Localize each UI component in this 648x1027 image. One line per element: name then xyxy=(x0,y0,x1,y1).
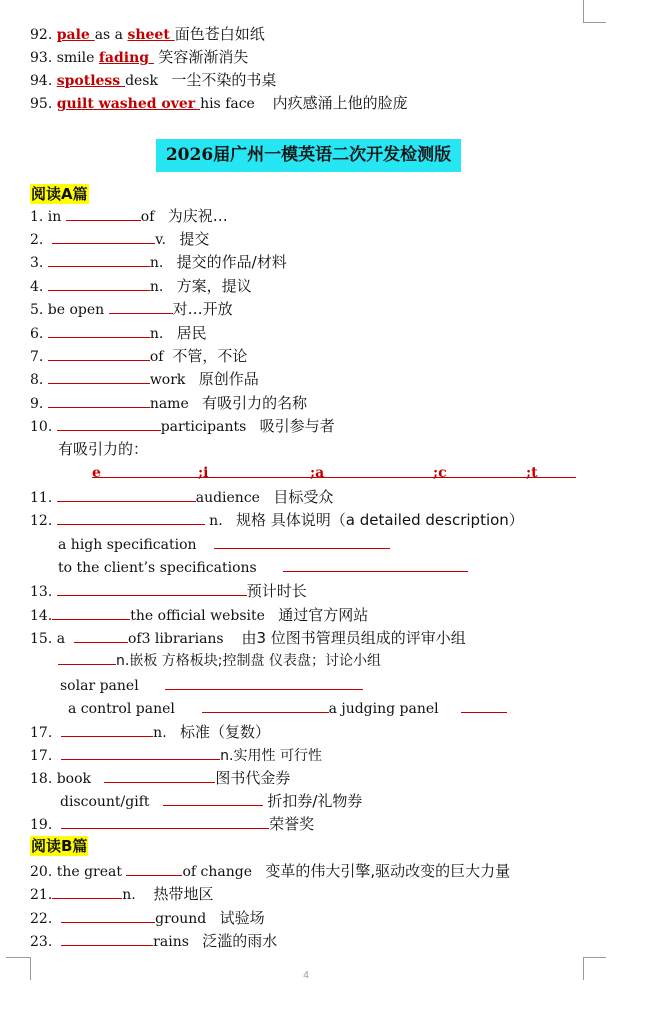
vocab-item-4: 4. n. 方案，提议 xyxy=(30,277,252,295)
answer-blank[interactable] xyxy=(57,488,196,502)
vocab-item-6: 6. n. 居民 xyxy=(30,324,207,342)
vocab-item-2: 2. v. 提交 xyxy=(30,230,210,248)
answer-blank[interactable] xyxy=(52,230,155,244)
page-title: 2026届广州一模英语二次开发检测版 xyxy=(156,139,461,172)
answer-blank[interactable] xyxy=(165,676,363,690)
answer-blank[interactable] xyxy=(48,370,150,384)
vocab-item-17b: 17. n.实用性 可行性 xyxy=(30,748,322,764)
vocab-item-7: 7. of 不管，不论 xyxy=(30,347,248,365)
vocab-item-20: 20. the great of change 变革的伟大引擎,驱动改变的巨大力量 xyxy=(30,862,511,880)
answer-blank[interactable] xyxy=(104,769,215,783)
letter-hint-row xyxy=(92,464,576,482)
answer-blank[interactable] xyxy=(109,300,173,314)
letter-blank-a[interactable]: ;a xyxy=(310,464,433,478)
answer-blank[interactable] xyxy=(61,909,155,923)
vocab-item-15: 15. a of3 librarians 由3 位图书管理员组成的评审小组 xyxy=(30,629,466,647)
vocab-item-10-note: 有吸引力的： xyxy=(58,440,149,458)
answer-blank[interactable] xyxy=(163,792,263,806)
vocab-item-19: 19. 荣誉奖 xyxy=(30,815,315,833)
letter-blank-t[interactable]: ;t xyxy=(526,464,576,478)
vocab-item-14: 14. the official website 通过官方网站 xyxy=(30,606,369,624)
answer-blank[interactable] xyxy=(48,277,150,291)
vocab-item-22: 22. ground 试验场 xyxy=(30,909,265,927)
letter-blank-c[interactable]: ;c xyxy=(433,464,526,478)
answer-blank[interactable] xyxy=(202,699,329,713)
answer-blank[interactable] xyxy=(57,417,161,431)
answer-blank[interactable] xyxy=(461,699,507,713)
vocab-item-10: 10. participants 吸引参与者 xyxy=(30,417,335,435)
section-heading-b: 阅读B篇 xyxy=(31,837,88,855)
phrase-item-92: 92. pale as a sheet 面色苍白如纸 xyxy=(30,25,265,43)
vocab-item-3: 3. n. 提交的作品/材料 xyxy=(30,253,287,271)
vocab-item-8: 8. work 原创作品 xyxy=(30,370,259,388)
answer-blank[interactable] xyxy=(61,932,153,946)
answer-blank[interactable] xyxy=(48,347,150,361)
vocab-item-12b: to the client’s specifications xyxy=(58,558,468,577)
answer-blank[interactable] xyxy=(283,558,468,572)
vocab-item-21: 21. n. 热带地区 xyxy=(30,885,214,903)
vocab-item-1: 1. in of 为庆祝… xyxy=(30,207,228,225)
vocab-item-12a: a high specification xyxy=(58,535,390,554)
answer-blank[interactable] xyxy=(214,535,390,549)
answer-blank[interactable] xyxy=(61,815,269,829)
answer-blank[interactable] xyxy=(61,746,220,760)
vocab-item-13: 13. 预计时长 xyxy=(30,582,307,600)
answer-blank[interactable] xyxy=(58,651,116,665)
vocab-item-12: 12. n. 规格 具体说明（a detailed description） xyxy=(30,511,524,529)
page-number: 4 xyxy=(303,970,309,981)
phrase-item-93: 93. smile fading 笑容渐渐消失 xyxy=(30,48,249,66)
phrase-item-94: 94. spotless desk 一尘不染的书桌 xyxy=(30,71,277,89)
corner-mark-top-right xyxy=(583,0,606,23)
vocab-item-5: 5. be open 对…开放 xyxy=(30,300,233,318)
answer-blank[interactable] xyxy=(52,885,122,899)
vocab-item-15c: solar panel xyxy=(60,676,363,695)
vocab-item-9: 9. name 有吸引力的名称 xyxy=(30,394,308,412)
answer-blank[interactable] xyxy=(66,207,141,221)
answer-blank[interactable] xyxy=(48,324,150,338)
letter-blank-i[interactable]: ;i xyxy=(198,464,310,478)
vocab-item-15d: a control panel a judging panel xyxy=(68,699,507,718)
answer-blank[interactable] xyxy=(48,253,150,267)
letter-blank-e[interactable]: e xyxy=(92,464,198,478)
answer-blank[interactable] xyxy=(61,723,153,737)
answer-blank[interactable] xyxy=(48,394,150,408)
vocab-item-23: 23. rains 泛滥的雨水 xyxy=(30,932,278,950)
vocab-item-11: 11. audience 目标受众 xyxy=(30,488,334,506)
answer-blank[interactable] xyxy=(52,606,130,620)
vocab-item-18b: discount/gift 折扣券/礼物券 xyxy=(60,792,363,810)
vocab-item-15b: n.嵌板 方格板块;控制盘 仪表盘；讨论小组 xyxy=(58,651,381,670)
vocab-item-17: 17. n. 标准（复数） xyxy=(30,723,271,741)
vocab-item-18: 18. book 图书代金券 xyxy=(30,769,291,787)
phrase-item-95: 95. guilt washed over his face 内疚感涌上他的脸庞 xyxy=(30,94,408,112)
section-heading-a: 阅读A篇 xyxy=(31,185,88,203)
answer-blank[interactable] xyxy=(126,862,182,876)
answer-blank[interactable] xyxy=(57,582,247,596)
answer-blank[interactable] xyxy=(57,511,205,525)
answer-blank[interactable] xyxy=(74,629,128,643)
